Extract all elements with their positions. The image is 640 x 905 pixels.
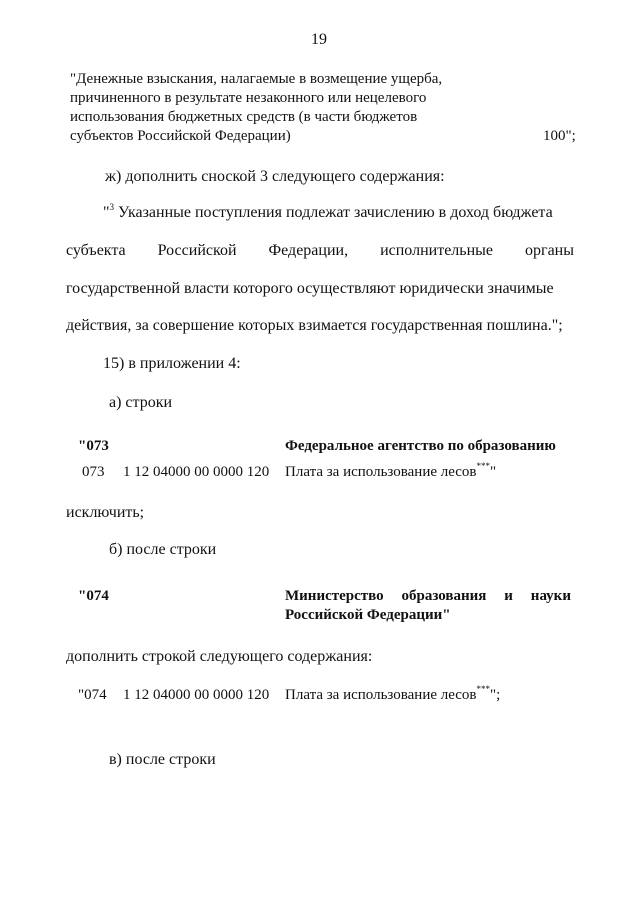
table2-name-line-1 (285, 587, 571, 605)
footnote-word: субъекта (66, 242, 126, 259)
table3-kbk: 1 12 04000 00 0000 120 (123, 687, 270, 703)
table1-row1-name: Федеральное агентство по образованию (285, 438, 556, 454)
add-row-text: дополнить строкой следующего содержания: (66, 648, 373, 665)
table2-word: и (504, 588, 513, 604)
item-zh: ж) дополнить сноской 3 следующего содержания: (105, 168, 445, 185)
quote-line-1: "Денежные взыскания, налагаемые в возмещение ущерба, (70, 71, 443, 87)
footnote-word: Российской (157, 242, 237, 259)
table3-sup: *** (476, 684, 491, 694)
table2-name-line-2: Российской Федерации" (285, 607, 451, 623)
footnote-marker: 3 (109, 201, 115, 212)
exclude-text: исключить; (66, 504, 145, 521)
table3-name-cell (285, 686, 500, 704)
quote-line-3: использования бюджетных средств (в части бюджетов (70, 109, 418, 125)
table2-word: образования (401, 588, 487, 604)
table1-row2-close: " (490, 464, 497, 480)
quote-line-2: причиненного в результате незаконного или нецелевого (70, 90, 427, 106)
item-b: б) после строки (109, 541, 217, 558)
footnote-word: органы (525, 242, 574, 259)
item-a: а) строки (109, 394, 173, 411)
table1-row2-sup: *** (476, 461, 491, 471)
table1-row2-kbk: 1 12 04000 00 0000 120 (123, 464, 270, 480)
table1-row1-code: "073 (78, 438, 109, 454)
table2-word: Министерство (285, 588, 384, 604)
footnote-word: Федерации, (268, 242, 349, 259)
item-15: 15) в приложении 4: (103, 355, 241, 372)
table3-name: Плата за использование лесов (285, 687, 477, 703)
table3-code: "074 (78, 687, 107, 703)
footnote-line-4: действия, за совершение которых взимается государственная пошлина."; (66, 317, 563, 334)
footnote-word: исполнительные (380, 242, 493, 259)
quote-value: 100"; (543, 128, 576, 144)
item-v: в) после строки (109, 751, 216, 768)
footnote-line-1 (103, 203, 553, 223)
table2-code: "074 (78, 588, 109, 604)
table1-row2-name-cell (285, 463, 496, 481)
table2-word: науки (530, 588, 571, 604)
table1-row2-code: 073 (82, 464, 105, 480)
footnote-open-quote: " (103, 204, 110, 221)
footnote-line-3: государственной власти которого осуществляют юридически значимые (66, 280, 554, 297)
quote-line-4: субъектов Российской Федерации) (70, 128, 291, 144)
footnote-line-1-text: Указанные поступления подлежат зачислению в доход бюджета (118, 204, 553, 221)
table3-close: "; (490, 687, 501, 703)
footnote-line-2 (66, 241, 574, 261)
table1-row2-name: Плата за использование лесов (285, 464, 477, 480)
page-number: 19 (311, 31, 327, 48)
